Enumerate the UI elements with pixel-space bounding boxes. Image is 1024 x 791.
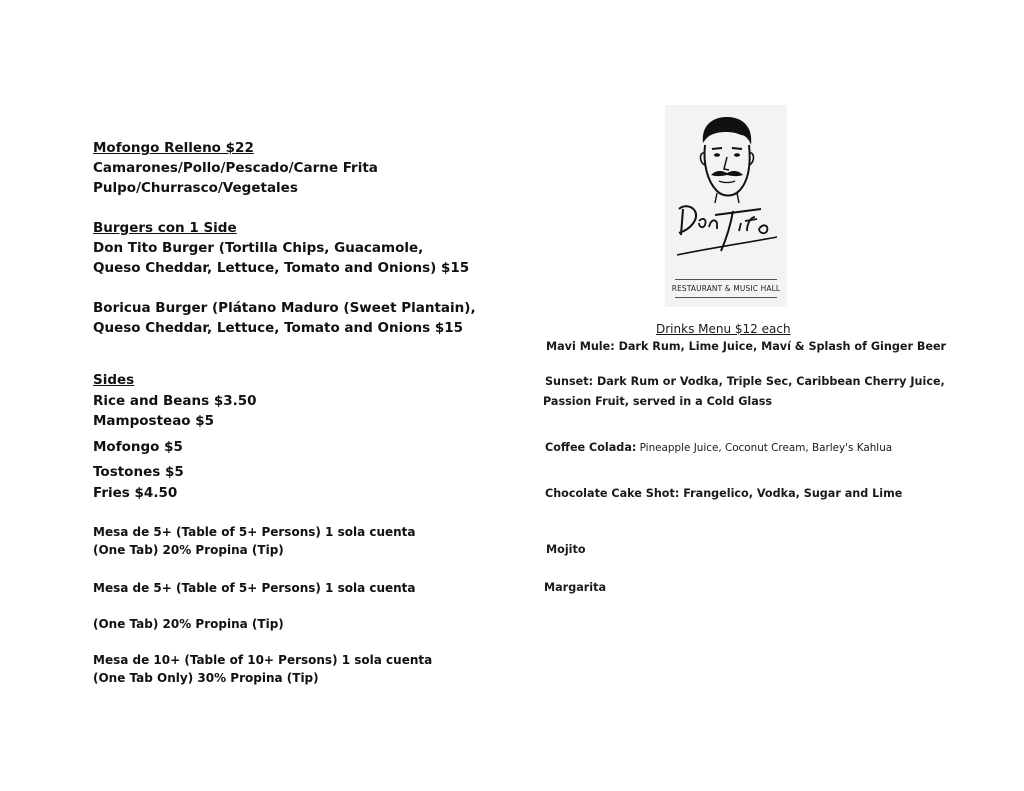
drink-coffee-colada-desc: Pineapple Juice, Coconut Cream, Barley's Kahlua xyxy=(636,442,893,454)
sides-heading: Sides xyxy=(93,372,135,388)
side-item: Rice and Beans $3.50 xyxy=(93,393,257,409)
don-tito-logo xyxy=(665,105,787,307)
drink-mojito: Mojito xyxy=(546,543,586,556)
side-item: Fries $4.50 xyxy=(93,485,178,501)
don-tito-burger-line1: Don Tito Burger (Tortilla Chips, Guacamole, xyxy=(93,240,424,256)
drink-sunset-line1: Sunset: Dark Rum or Vodka, Triple Sec, Caribbean Cherry Juice, xyxy=(545,375,945,388)
mofongo-relleno-options: Camarones/Pollo/Pescado/Carne Frita xyxy=(93,160,378,176)
policy-table-5b-line2: (One Tab) 20% Propina (Tip) xyxy=(93,617,284,631)
policy-table-10-line2: (One Tab Only) 30% Propina (Tip) xyxy=(93,671,319,685)
drink-coffee-colada-name: Coffee Colada: xyxy=(545,441,637,454)
portrait-icon xyxy=(665,105,787,280)
boricua-burger-line1: Boricua Burger (Plátano Maduro (Sweet Plantain), xyxy=(93,300,476,316)
policy-table-5b-line1: Mesa de 5+ (Table of 5+ Persons) 1 sola cuenta xyxy=(93,581,416,595)
mofongo-relleno-options-2: Pulpo/Churrasco/Vegetales xyxy=(93,180,298,196)
logo-divider-bottom xyxy=(675,297,777,298)
drinks-menu-heading: Drinks Menu $12 each xyxy=(656,322,791,336)
drink-sunset-line2: Passion Fruit, served in a Cold Glass xyxy=(543,395,773,408)
drink-mavi-mule: Mavi Mule: Dark Rum, Lime Juice, Maví & Splash of Ginger Beer xyxy=(546,340,947,353)
drink-coffee-colada xyxy=(545,439,892,457)
drink-margarita: Margarita xyxy=(544,581,607,594)
boricua-burger-line2: Queso Cheddar, Lettuce, Tomato and Onions $15 xyxy=(93,320,464,336)
burgers-heading: Burgers con 1 Side xyxy=(93,220,237,236)
policy-table-5-line1: Mesa de 5+ (Table of 5+ Persons) 1 sola cuenta xyxy=(93,525,416,539)
policy-table-5-line2: (One Tab) 20% Propina (Tip) xyxy=(93,543,284,557)
side-item: Tostones $5 xyxy=(93,464,184,480)
don-tito-burger-line2: Queso Cheddar, Lettuce, Tomato and Onions) $15 xyxy=(93,260,470,276)
side-item: Mamposteao $5 xyxy=(93,413,215,429)
policy-table-10-line1: Mesa de 10+ (Table of 10+ Persons) 1 sola cuenta xyxy=(93,653,433,667)
side-item: Mofongo $5 xyxy=(93,439,183,455)
drink-chocolate-cake-shot: Chocolate Cake Shot: Frangelico, Vodka, Sugar and Lime xyxy=(545,487,903,500)
mofongo-relleno-heading: Mofongo Relleno $22 xyxy=(93,140,254,156)
logo-divider-top xyxy=(675,279,777,280)
logo-caption: RESTAURANT & MUSIC HALL xyxy=(671,283,781,293)
